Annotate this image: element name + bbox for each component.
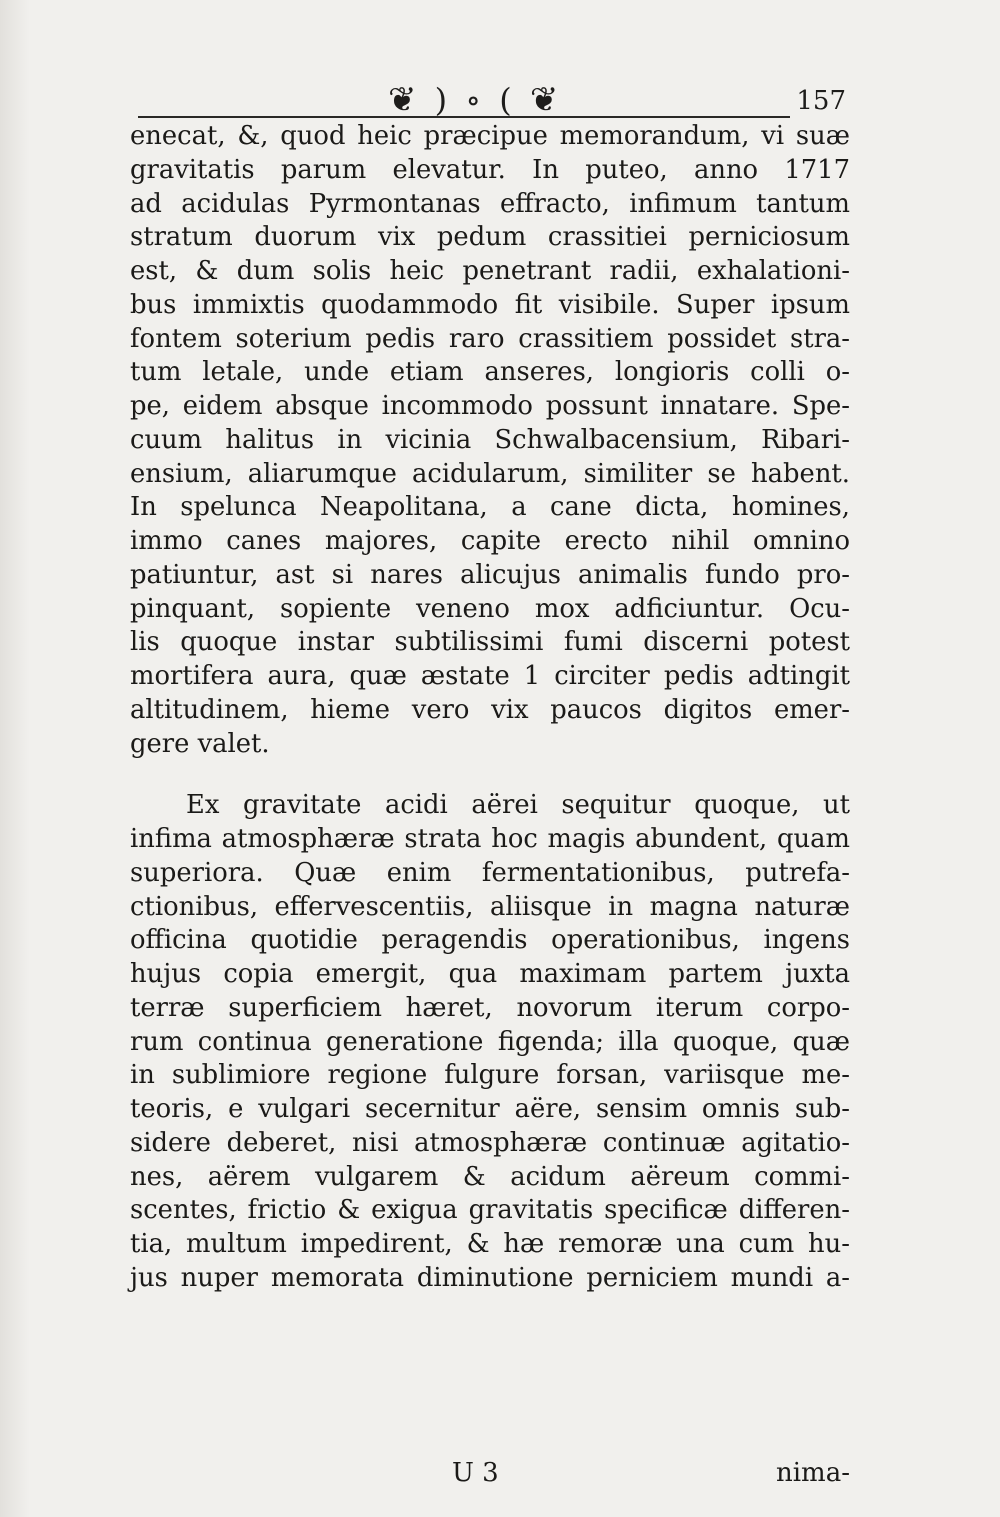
text-line: pinquant, sopiente veneno mox adficiuntur. Ocu-: [130, 593, 850, 624]
text-line: ensium, aliarumque acidularum, similiter se habent.: [130, 458, 850, 489]
text-line: est, & dum solis heic penetrant radii, exhalationi-: [130, 256, 850, 286]
text-line: nes, aërem vulgarem & acidum aëreum commi-: [130, 1161, 850, 1192]
text-line: jus nuper memorata diminutione perniciem mundi a-: [130, 1262, 850, 1293]
text-line: Ex gravitate acidi aërei sequitur quoque, ut: [186, 790, 850, 821]
text-line: stratum duorum vix pedum crassitiei perniciosum: [130, 222, 850, 253]
page-number: 157: [796, 86, 846, 116]
text-line: pe, eidem absque incommodo possunt innatare. Spe-: [130, 391, 850, 421]
text-line: enecat, &, quod heic præcipue memorandum, vi suæ: [130, 121, 850, 151]
paragraph-2: [130, 789, 850, 1295]
signature-mark: U 3: [452, 1458, 499, 1488]
text-line: cuum halitus in vicinia Schwalbacensium, Ribari-: [130, 424, 850, 455]
text-line: mortifera aura, quæ æstate 1 circiter pedis adtingit: [130, 661, 850, 691]
text-line: hujus copia emergit, qua maximam partem juxta: [130, 959, 850, 989]
text-line: altitudinem, hieme vero vix paucos digitos emer-: [130, 694, 850, 725]
text-line: teoris, e vulgari secernitur aëre, sensim omnis sub-: [130, 1094, 850, 1124]
text-line: scentes, frictio & exigua gravitatis specificæ differen-: [130, 1195, 850, 1226]
text-line: gere valet.: [130, 728, 270, 759]
text-line: patiuntur, ast si nares alicujus animalis fundo pro-: [130, 559, 850, 590]
body-text: [130, 120, 850, 1296]
text-line: sidere deberet, nisi atmosphæræ continuæ agitatio-: [130, 1127, 850, 1158]
text-line: terræ superficiem hæret, novorum iterum corpo-: [130, 992, 850, 1023]
text-line: fontem soterium pedis raro crassitiem possidet stra-: [130, 323, 850, 354]
text-line: superiora. Quæ enim fermentationibus, putrefa-: [130, 857, 850, 888]
text-line: tum letale, unde etiam anseres, longioris colli o-: [130, 357, 850, 388]
text-line: bus immixtis quodammodo fit visibile. Super ipsum: [130, 289, 850, 320]
text-line: in sublimiore regione fulgure forsan, variisque me-: [130, 1060, 850, 1091]
text-line: officina quotidie peragendis operationibus, ingens: [130, 925, 850, 956]
paragraph-gap: [130, 761, 850, 789]
catchword: nima-: [775, 1458, 850, 1488]
text-line: tia, multum impedirent, & hæ remoræ una cum hu-: [130, 1229, 850, 1259]
paragraph-1: [130, 120, 850, 761]
text-line: ctionibus, effervescentiis, aliisque in magna naturæ: [130, 891, 850, 922]
text-line: infima atmosphæræ strata hoc magis abundent, quam: [130, 824, 850, 854]
fleuron-right-icon: ❦: [529, 80, 563, 120]
text-line: immo canes majores, capite erecto nihil omnino: [130, 526, 850, 556]
text-line: lis quoque instar subtilissimi fumi discerni potest: [130, 627, 850, 658]
ornament-middle: ) ∘ (: [434, 81, 516, 119]
text-line: rum continua generatione figenda; illa quoque, quæ: [130, 1026, 850, 1057]
text-line: ad acidulas Pyrmontanas effracto, infimum tantum: [130, 188, 850, 219]
page-header: [130, 80, 850, 120]
fleuron-left-icon: ❦: [388, 80, 421, 120]
text-line: In spelunca Neapolitana, a cane dicta, homines,: [130, 492, 850, 523]
text-line: gravitatis parum elevatur. In puteo, anno 1717: [130, 154, 850, 185]
header-rule: [138, 116, 790, 118]
header-ornament: [388, 80, 562, 120]
page-footer: [130, 1458, 850, 1498]
